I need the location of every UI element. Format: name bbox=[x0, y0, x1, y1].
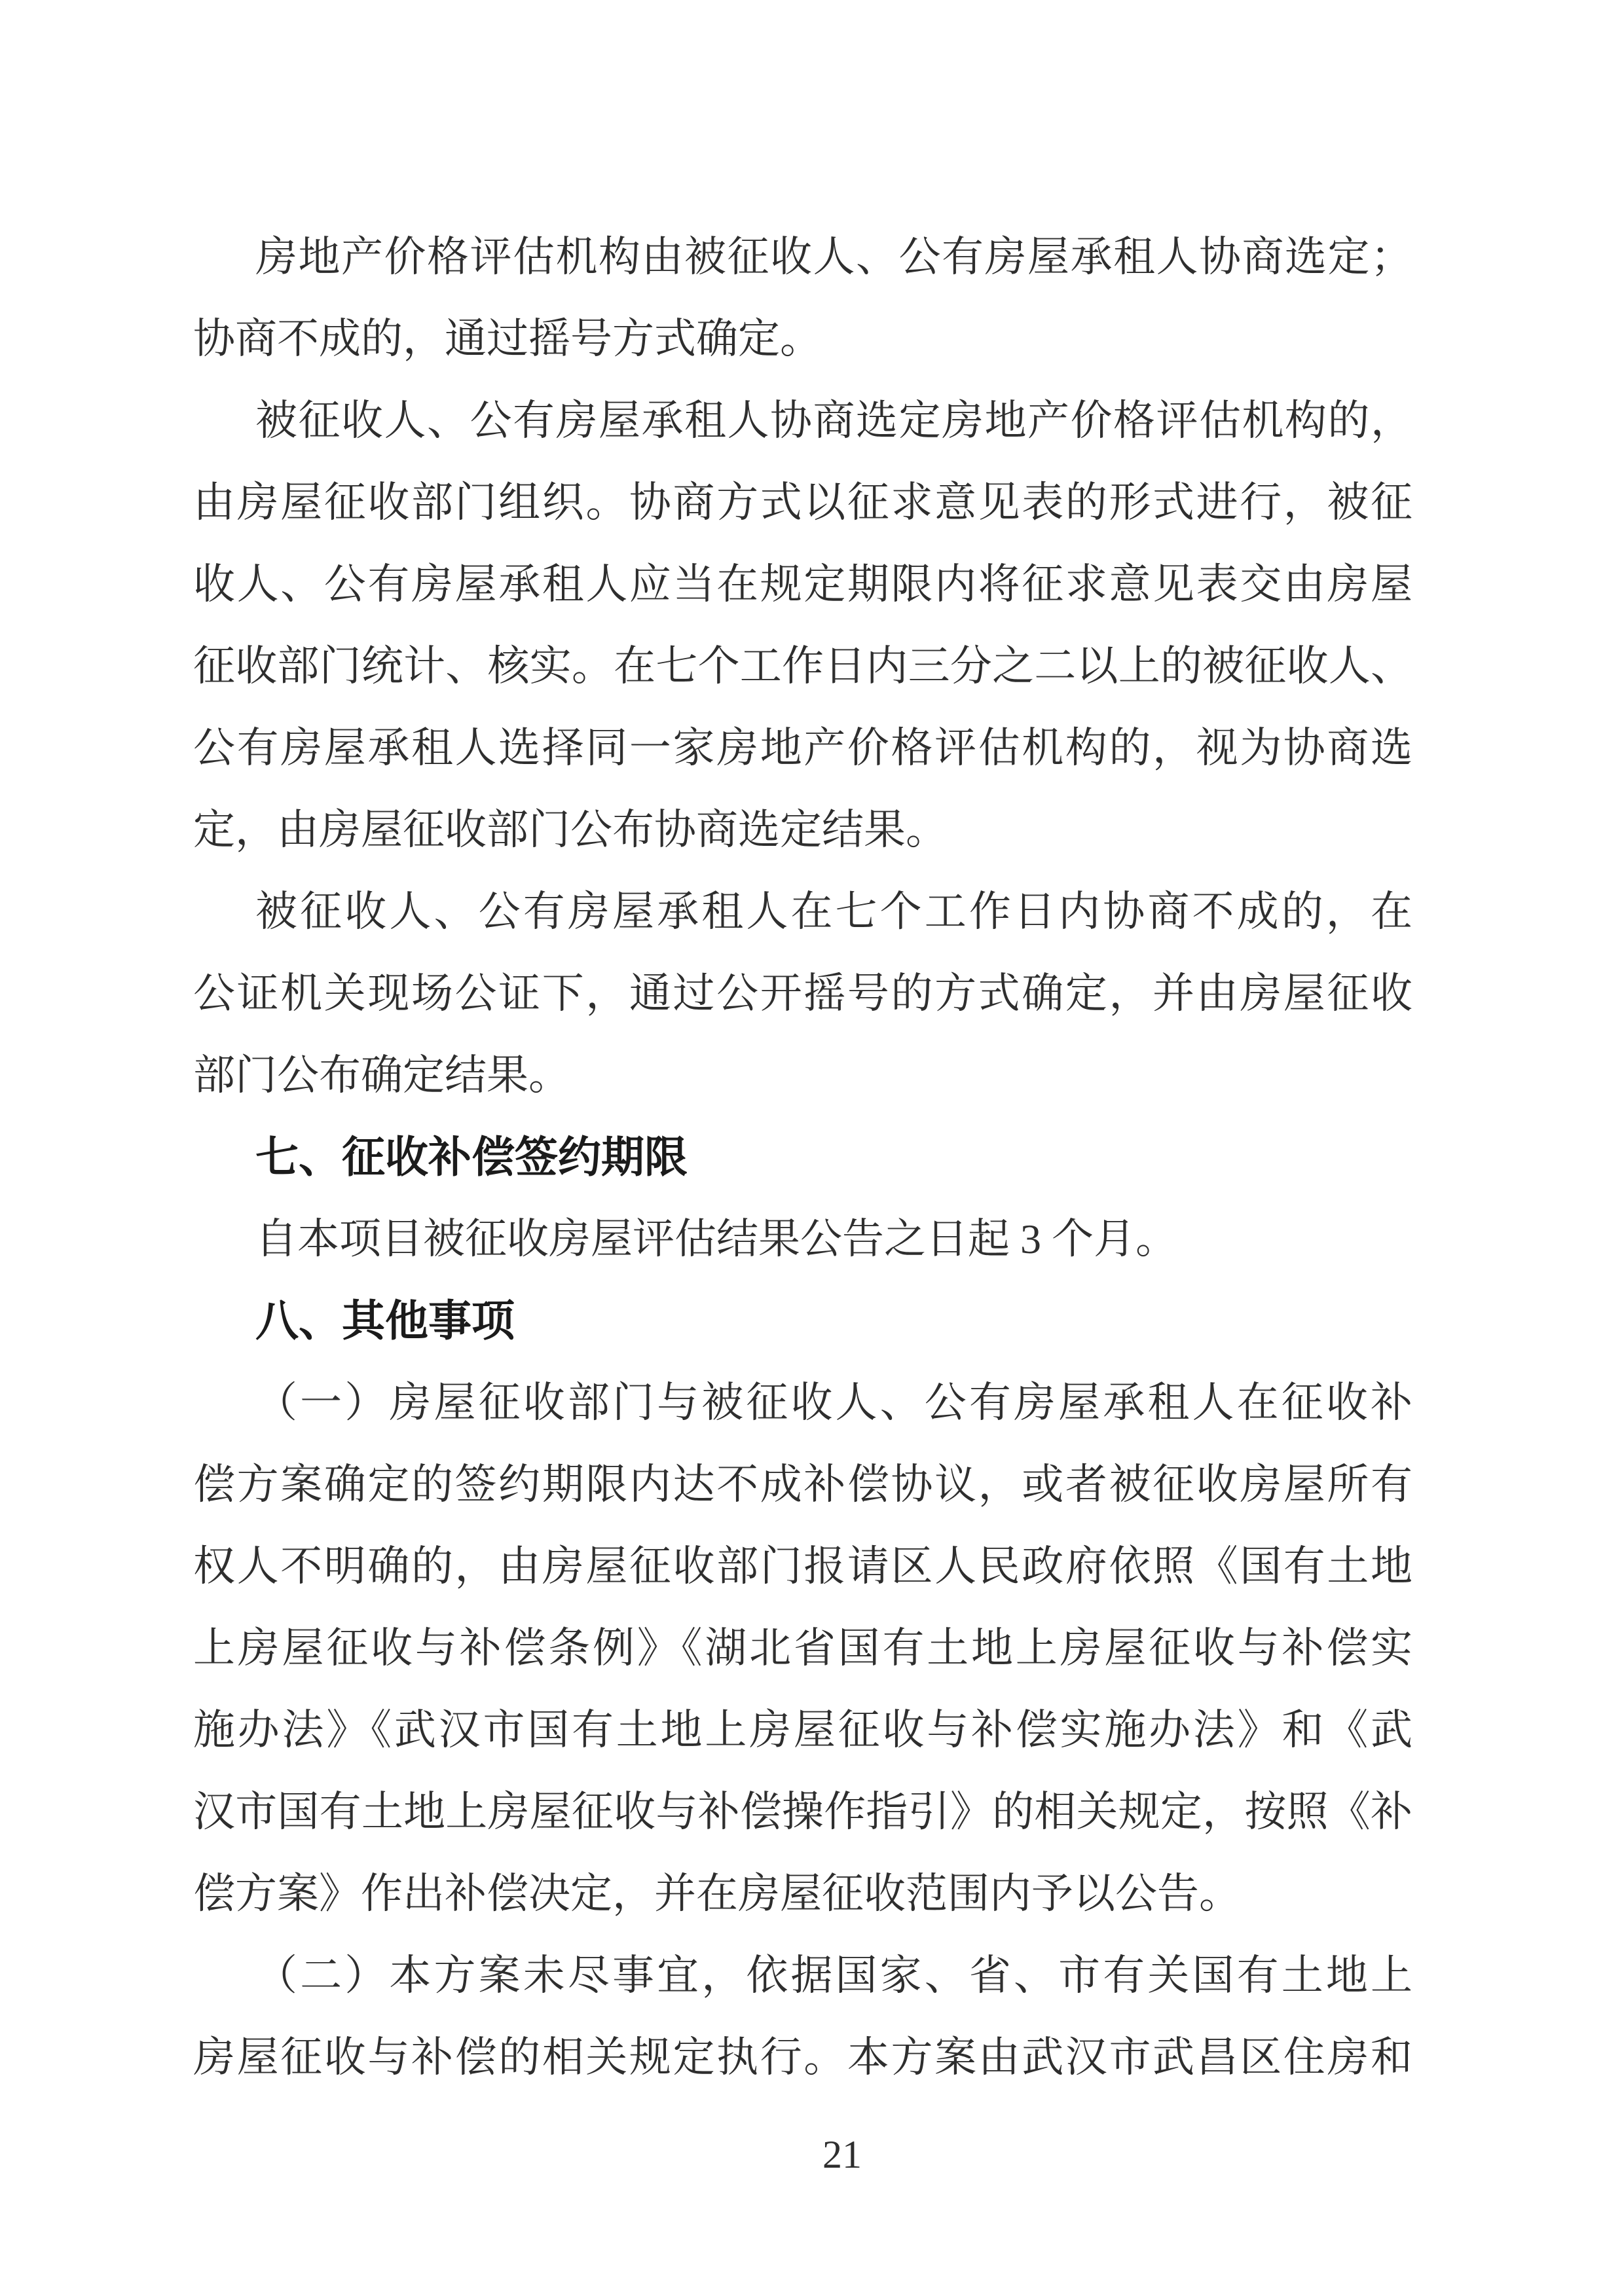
text-line: 自本项目被征收房屋评估结果公告之日起 3 个月。 bbox=[255, 1216, 1177, 1262]
section-heading: 八、其他事项 bbox=[255, 1296, 515, 1345]
page-number-value: 21 bbox=[822, 2133, 862, 2176]
text-line: 被征收人、公有房屋承租人在七个工作日内协商不成的，在 bbox=[255, 888, 1412, 935]
text-line: 被征收人、公有房屋承租人协商选定房地产价格评估机构的， bbox=[255, 397, 1412, 444]
text-line: 偿方案》作出补偿决定，并在房屋征收范围内予以公告。 bbox=[193, 1870, 1241, 1917]
text-line: 协商不成的，通过摇号方式确定。 bbox=[193, 316, 822, 362]
text-line: 部门公布确定结果。 bbox=[193, 1052, 570, 1099]
text-line: 征收部门统计、核实。在七个工作日内三分之二以上的被征收人、 bbox=[193, 643, 1412, 689]
text-line: 由房屋征收部门组织。协商方式以征求意见表的形式进行，被征 bbox=[193, 479, 1412, 526]
text-line: （二）本方案未尽事宜，依据国家、省、市有关国有土地上 bbox=[255, 1952, 1412, 1999]
text-line: 权人不明确的，由房屋征收部门报请区人民政府依照《国有土地 bbox=[193, 1543, 1412, 1590]
text-line: （一）房屋征收部门与被征收人、公有房屋承租人在征收补 bbox=[255, 1379, 1412, 1426]
section-heading: 七、征收补偿签约期限 bbox=[255, 1133, 688, 1181]
text-line: 收人、公有房屋承租人应当在规定期限内将征求意见表交由房屋 bbox=[193, 561, 1412, 608]
text-line: 定，由房屋征收部门公布协商选定结果。 bbox=[193, 807, 948, 853]
text-line: 施办法》《武汉市国有土地上房屋征收与补偿实施办法》和《武 bbox=[193, 1707, 1412, 1753]
text-line: 上房屋征收与补偿条例》《湖北省国有土地上房屋征收与补偿实 bbox=[193, 1625, 1412, 1671]
text-line: 汉市国有土地上房屋征收与补偿操作指引》的相关规定，按照《补 bbox=[193, 1789, 1412, 1835]
text-line: 偿方案确定的签约期限内达不成补偿协议，或者被征收房屋所有 bbox=[193, 1461, 1412, 1508]
text-line: 公有房屋承租人选择同一家房地产价格评估机构的，视为协商选 bbox=[193, 725, 1412, 771]
text-line: 公证机关现场公证下，通过公开摇号的方式确定，并由房屋征收 bbox=[193, 970, 1412, 1017]
text-line: 房屋征收与补偿的相关规定执行。本方案由武汉市武昌区住房和 bbox=[193, 2034, 1412, 2081]
text-line: 房地产价格评估机构由被征收人、公有房屋承租人协商选定； bbox=[255, 234, 1412, 280]
document-body bbox=[193, 216, 1412, 2098]
page-number bbox=[0, 2132, 1624, 2178]
